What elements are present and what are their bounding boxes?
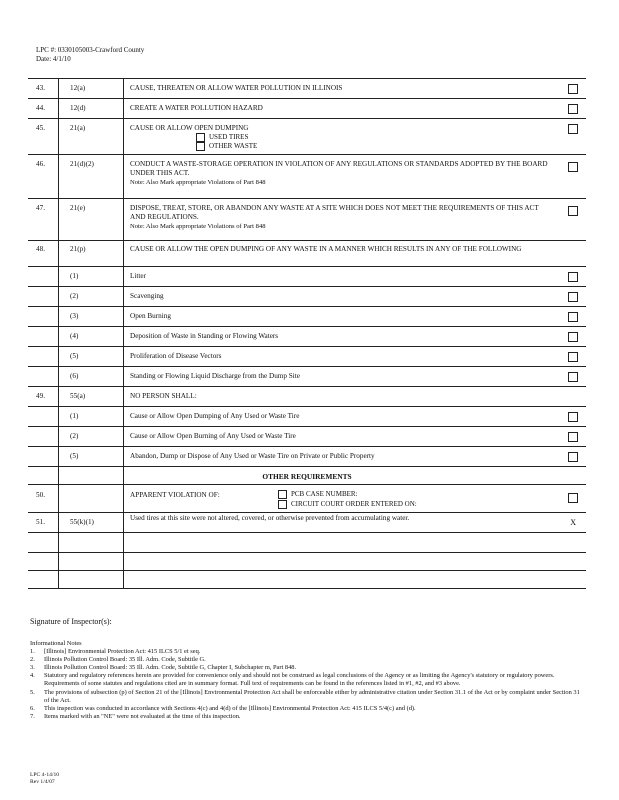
note-number: 3.: [30, 664, 35, 672]
violation-checkbox[interactable]: [568, 493, 578, 503]
note-text: Statutory and regulatory references herein are provided for convenience only and should not be construed as legal conclusions of the Agency or as limiting the Agency's statutory or regulatory powers. Requirements of some statutes and regulations cited are in summary format. Full text of requirements can be found in the references listed in #1, #2, and #3 above.: [44, 672, 555, 688]
table-row: [28, 484, 586, 513]
row-section: (2): [70, 432, 79, 440]
table-row: [28, 154, 586, 199]
row-section: (5): [70, 352, 79, 360]
blank-row: [28, 532, 586, 553]
violation-checkbox[interactable]: [568, 412, 578, 422]
row-description: Open Burning: [130, 312, 171, 320]
row-section: (6): [70, 372, 79, 380]
note-item: [30, 705, 585, 713]
row-description: Scavenging: [130, 292, 164, 300]
violation-checkbox[interactable]: [568, 84, 578, 94]
table-row: [28, 286, 586, 307]
note-text: Items marked with an "NE" were not evaluated at the time of this inspection.: [44, 712, 241, 720]
note-number: 1.: [30, 648, 35, 656]
row-description-text: CONDUCT A WASTE-STORAGE OPERATION IN VIOLATION OF ANY REGULATIONS OR STANDARDS ADOPTED BY THE BOARD UNDER THIS ACT.: [130, 160, 548, 177]
checked-mark: X: [570, 518, 576, 527]
sub-option-label: USED TIRES: [209, 133, 249, 142]
violation-checkbox[interactable]: [568, 292, 578, 302]
note-number: 6.: [30, 704, 35, 712]
note-text: The provisions of subsection (p) of Section 21 of the [Illinois] Environmental Protection Act shall be enforceable either by administrative citation under Section 31.1 of the Act or by complaint under Section 31 of the Act.: [44, 688, 580, 704]
row-description: [130, 204, 550, 231]
row-number: 44.: [36, 104, 45, 112]
row-description: Litter: [130, 272, 146, 280]
pcb-option: [278, 490, 358, 499]
row-number: 50.: [36, 491, 45, 499]
notes-title: Informational Notes: [30, 640, 82, 647]
note-item: [30, 672, 585, 688]
row-description: CAUSE OR ALLOW THE OPEN DUMPING OF ANY WASTE IN A MANNER WHICH RESULTS IN ANY OF THE FOLLOWING: [130, 245, 522, 253]
violation-checkbox[interactable]: [568, 332, 578, 342]
row-description: APPARENT VIOLATION OF:: [130, 491, 220, 499]
violation-checkbox[interactable]: [568, 206, 578, 216]
row-number: 46.: [36, 160, 45, 168]
form-revision: Rev 1/4/07: [30, 779, 55, 785]
table-row: [28, 512, 586, 533]
row-description: Cause or Allow Open Burning of Any Used or Waste Tire: [130, 432, 296, 440]
row-section: 21(p): [70, 245, 86, 253]
row-description: Cause or Allow Open Dumping of Any Used or Waste Tire: [130, 412, 300, 420]
row-section: 12(a): [70, 84, 86, 92]
table-row: [28, 366, 586, 387]
row-description: NO PERSON SHALL:: [130, 392, 197, 400]
document-date: Date: 4/1/10: [36, 55, 71, 63]
row-description: CAUSE, THREATEN OR ALLOW WATER POLLUTION IN ILLINOIS: [130, 84, 343, 92]
table-row: [28, 446, 586, 467]
row-description: Deposition of Waste in Standing or Flowing Waters: [130, 332, 279, 340]
row-section: 55(k)(1): [70, 518, 94, 526]
row-section: (1): [70, 412, 79, 420]
violation-checkbox[interactable]: [568, 352, 578, 362]
note-text: This inspection was conducted in accordance with Sections 4(c) and 4(d) of the [Illinois] Environmental Protection Act: 415 ILCS 5/4(c) and (d).: [44, 704, 416, 712]
table-row: [28, 198, 586, 241]
table-row: [28, 98, 586, 119]
row-section: 12(d): [70, 104, 86, 112]
court-order-option: [278, 500, 417, 509]
table-row: [28, 306, 586, 327]
row-description: CREATE A WATER POLLUTION HAZARD: [130, 104, 263, 112]
row-section: (4): [70, 332, 79, 340]
note-text: [Illinois] Environmental Protection Act: 415 ILCS 5/1 et seq.: [44, 648, 201, 656]
note-item: [30, 713, 585, 721]
table-row: [28, 326, 586, 347]
court-order-label: CIRCUIT COURT ORDER ENTERED ON:: [291, 500, 417, 509]
note-number: 2.: [30, 656, 35, 664]
row-section: 21(d)(2): [70, 160, 94, 168]
row-description: Abandon, Dump or Dispose of Any Used or Waste Tire on Private or Public Property: [130, 452, 375, 460]
note-text: Illinois Pollution Control Board: 35 Ill. Adm. Code, Subtitle G.: [44, 656, 206, 664]
row-section: 55(a): [70, 392, 86, 400]
blank-row: [28, 552, 586, 571]
note-number: 7.: [30, 712, 35, 720]
table-row: [28, 406, 586, 427]
violation-checkbox[interactable]: [568, 312, 578, 322]
row-number: 47.: [36, 204, 45, 212]
violation-checkbox[interactable]: [568, 452, 578, 462]
table-row: [28, 78, 586, 99]
table-row: [28, 426, 586, 447]
pcb-checkbox[interactable]: [278, 490, 287, 499]
violation-checkbox[interactable]: [568, 124, 578, 134]
other-waste-checkbox[interactable]: [196, 142, 205, 151]
row-note: Note: Also Mark appropriate Violations of Part 848: [130, 179, 266, 186]
section-header-row: [28, 466, 586, 485]
row-number: 43.: [36, 84, 45, 92]
sub-option: [196, 142, 257, 151]
row-number: 45.: [36, 124, 45, 132]
table-row: [28, 240, 586, 267]
row-section: 21(e): [70, 204, 86, 212]
violation-checkbox[interactable]: [568, 272, 578, 282]
table-row: [28, 118, 586, 155]
note-item: [30, 664, 585, 672]
row-description: CAUSE OR ALLOW OPEN DUMPING: [130, 124, 249, 132]
row-description: Proliferation of Disease Vectors: [130, 352, 222, 360]
row-description: Used tires at this site were not altered, covered, or otherwise prevented from accumulating water.: [130, 514, 410, 522]
row-section: 21(a): [70, 124, 86, 132]
row-section: (1): [70, 272, 79, 280]
row-section: (5): [70, 452, 79, 460]
row-description: [130, 160, 550, 187]
other-requirements-title: OTHER REQUIREMENTS: [262, 472, 352, 481]
note-number: 4.: [30, 672, 35, 680]
form-footer: [30, 772, 59, 786]
document-id: LPC #: 0330105003-Crawford County: [36, 46, 145, 54]
court-order-checkbox[interactable]: [278, 500, 287, 509]
sub-option-label: OTHER WASTE: [209, 142, 258, 151]
table-row: [28, 346, 586, 367]
table-row: [28, 386, 586, 407]
row-number: 48.: [36, 245, 45, 253]
signature-label: Signature of Inspector(s):: [30, 617, 112, 626]
note-number: 5.: [30, 688, 35, 696]
row-note: Note: Also Mark appropriate Violations of Part 848: [130, 223, 266, 230]
row-description-text: DISPOSE, TREAT, STORE, OR ABANDON ANY WASTE AT A SITE WHICH DOES NOT MEET THE REQUIREMENTS OF THIS ACT AND REGULATIONS.: [130, 204, 539, 221]
violation-checkbox[interactable]: [568, 104, 578, 114]
row-number: 51.: [36, 518, 45, 526]
informational-notes: [30, 640, 585, 721]
note-item: [30, 689, 585, 705]
violation-checkbox[interactable]: [568, 372, 578, 382]
form-code: LPC 4-14/10: [30, 772, 60, 778]
row-description: Standing or Flowing Liquid Discharge from the Dump Site: [130, 372, 300, 380]
note-item: [30, 656, 585, 664]
row-section: (2): [70, 292, 79, 300]
violation-checkbox[interactable]: [568, 432, 578, 442]
used-tires-checkbox[interactable]: [196, 133, 205, 142]
note-item: [30, 648, 585, 656]
row-section: (3): [70, 312, 79, 320]
table-row: [28, 266, 586, 287]
row-number: 49.: [36, 392, 45, 400]
note-text: Illinois Pollution Control Board: 35 Ill. Adm. Code, Subtitle G, Chapter I, Subchapter m, Part 848.: [44, 664, 297, 672]
violation-checkbox[interactable]: [568, 162, 578, 172]
blank-row: [28, 570, 586, 589]
sub-option: [196, 133, 248, 142]
pcb-label: PCB CASE NUMBER:: [291, 490, 358, 499]
